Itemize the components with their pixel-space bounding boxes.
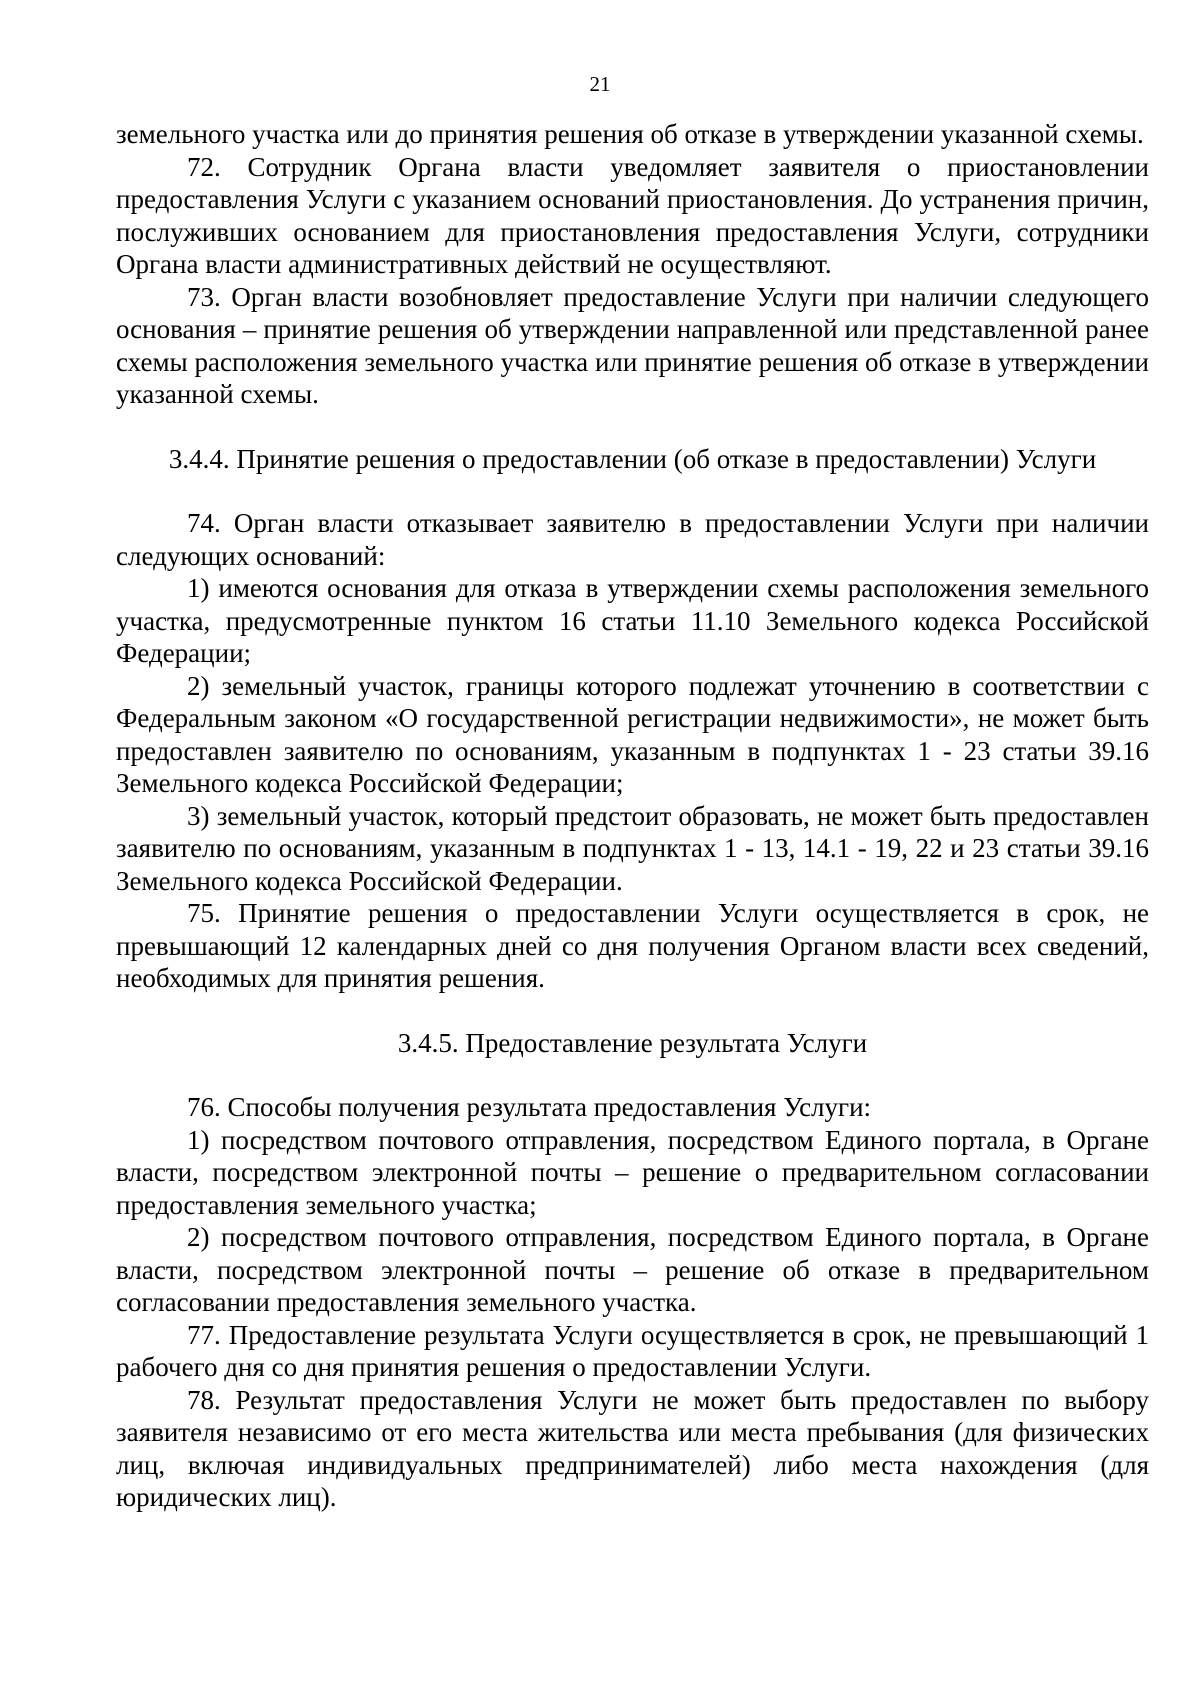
- paragraph-73: 73. Орган власти возобновляет предоставление Услуги при наличии следующего основания – принятие решения об утверждении направленной или представленной ранее схемы расположения земельного участка или принятие решения об отказе в утверждении указанной схемы.: [116, 281, 1149, 409]
- paragraph-77: 77. Предоставление результата Услуги осуществляется в срок, не превышающий 1 рабочего дня со дня принятия решения о предоставлении Услуги.: [116, 1319, 1149, 1382]
- paragraph-74: 74. Орган власти отказывает заявителю в предоставлении Услуги при наличии следующих оснований:: [116, 508, 1149, 571]
- document-body: [116, 118, 1149, 1514]
- paragraph-72: 72. Сотрудник Органа власти уведомляет заявителя о приостановлении предоставления Услуги с указанием оснований приостановления. До устранения причин, послуживших основанием для приостановления предоставления Услуги, сотрудники Органа власти административных действий не осуществляют.: [116, 151, 1149, 279]
- paragraph-75: 75. Принятие решения о предоставлении Услуги осуществляется в срок, не превышающий 12 календарных дней со дня получения Органом власти всех сведений, необходимых для принятия решения.: [116, 898, 1149, 993]
- paragraph-76-item-2: 2) посредством почтового отправления, посредством Единого портала, в Органе власти, посредством электронной почты – решение об отказе в предварительном согласовании предоставления земельного участка.: [116, 1222, 1149, 1317]
- page-number: 21: [589, 72, 611, 96]
- paragraph-continuation: земельного участка или до принятия решения об отказе в утверждении указанной схемы.: [116, 119, 1144, 149]
- section-heading-3-4-5: 3.4.5. Предоставление результата Услуги: [397, 1027, 868, 1058]
- paragraph-74-item-3: 3) земельный участок, который предстоит образовать, не может быть предоставлен заявителю по основаниям, указанным в подпунктах 1 - 13, 14.1 - 19, 22 и 23 статьи 39.16 Земельного кодекса Российской Федерации.: [116, 800, 1149, 896]
- paragraph-74-item-2: 2) земельный участок, границы которого подлежат уточнению в соответствии с Федеральным законом «О государственной регистрации недвижимости», не может быть предоставлен заявителю по основаниям, указанным в подпунктах 1 - 23 статьи 39.16 Земельного кодекса Российской Федерации;: [116, 670, 1149, 798]
- paragraph-76: 76. Способы получения результата предоставления Услуги:: [187, 1092, 872, 1122]
- paragraph-74-item-1: 1) имеются основания для отказа в утверждении схемы расположения земельного участка, предусмотренные пунктом 16 статьи 11.10 Земельного кодекса Российской Федерации;: [116, 573, 1149, 668]
- section-heading-3-4-4: 3.4.4. Принятие решения о предоставлении (об отказе в предоставлении) Услуги: [168, 443, 1097, 474]
- paragraph-78: 78. Результат предоставления Услуги не может быть предоставлен по выбору заявителя независимо от его места жительства или места пребывания (для физических лиц, включая индивидуальных предпринимателей) либо места нахождения (для юридических лиц).: [116, 1384, 1149, 1512]
- paragraph-76-item-1: 1) посредством почтового отправления, посредством Единого портала, в Органе власти, посредством электронной почты – решение о предварительном согласовании предоставления земельного участка;: [116, 1124, 1149, 1220]
